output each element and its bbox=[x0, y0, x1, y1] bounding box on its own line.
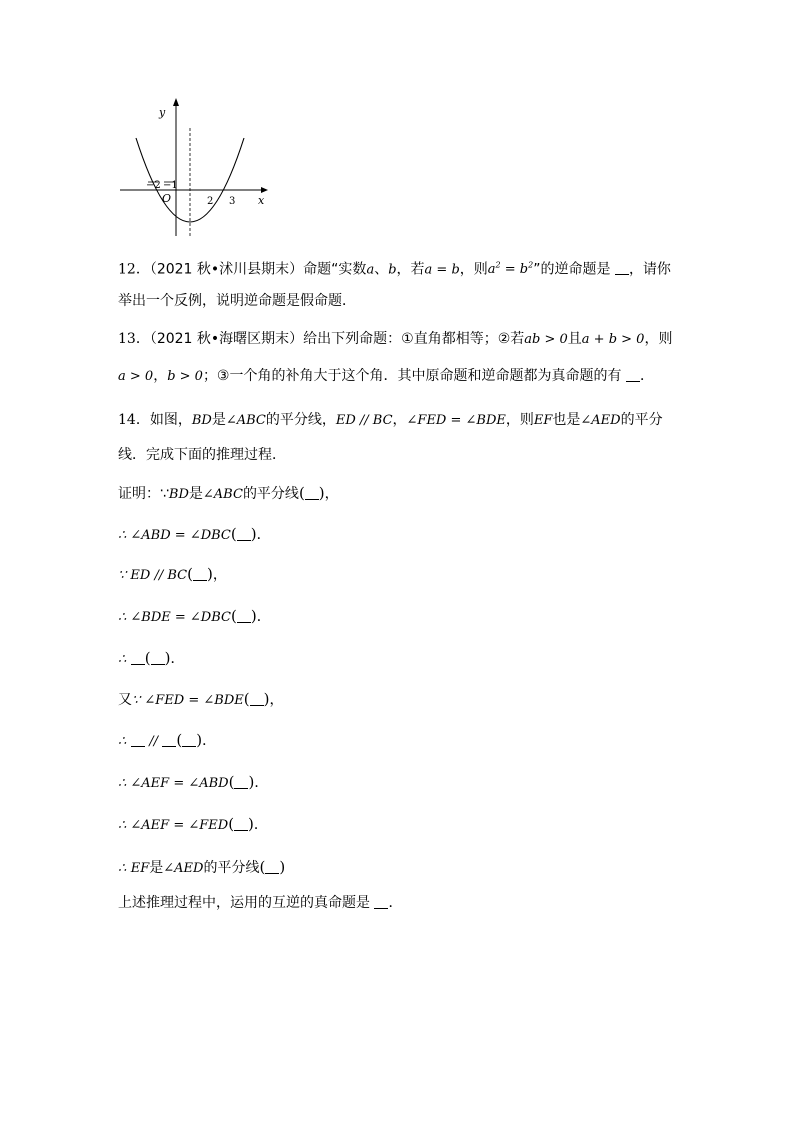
q14-text: 也是 bbox=[552, 412, 581, 428]
answer-blank[interactable] bbox=[626, 369, 640, 382]
reason-blank[interactable] bbox=[250, 693, 264, 706]
proof-text: 又 bbox=[118, 692, 132, 708]
cond-a-plus-b-positive: a + b > 0 bbox=[581, 332, 645, 347]
answer-blank[interactable] bbox=[374, 896, 388, 909]
seg-ef: EF bbox=[533, 413, 553, 428]
angle-abc: ∠ABC bbox=[225, 413, 266, 428]
reason-paren: ( ) bbox=[230, 607, 257, 625]
reason-paren: ( ) bbox=[187, 565, 213, 583]
seg-bd: BD bbox=[191, 413, 212, 428]
proof-statement: ∴ bbox=[118, 652, 127, 667]
question-13-source: （2021 秋•海曙区期末） bbox=[149, 331, 304, 347]
proof-text: 是 bbox=[149, 860, 164, 876]
q12-text: ，请你 bbox=[628, 261, 671, 278]
reason-paren: ( ) bbox=[298, 484, 325, 502]
q12-sep: 、 bbox=[374, 261, 389, 278]
reason-blank[interactable] bbox=[305, 487, 319, 500]
proof-statement: ∵ ∠FED = ∠BDE bbox=[132, 693, 244, 708]
seg-bd: BD bbox=[168, 487, 189, 502]
y-axis-label: y bbox=[159, 106, 166, 119]
proof-line-9: ∴ ∠AEF = ∠FED( )． bbox=[118, 815, 268, 833]
reason-paren: ( ) bbox=[144, 649, 171, 667]
reason-blank[interactable] bbox=[193, 568, 207, 581]
proof-statement: ∴ bbox=[118, 734, 127, 749]
cond-ab-positive: ab > 0 bbox=[524, 332, 568, 347]
question-14-number: 14． bbox=[118, 412, 150, 428]
reason-blank[interactable] bbox=[265, 861, 279, 874]
proof-statement: ∴ ∠AEF = ∠FED bbox=[118, 818, 229, 833]
conclusion-eq: = bbox=[500, 262, 520, 278]
therefore-symbol: ∴ bbox=[118, 861, 127, 876]
parallel-symbol: // bbox=[149, 734, 158, 749]
x-axis-label: x bbox=[258, 194, 265, 207]
tick-label-neg2: −2 bbox=[146, 180, 161, 191]
condition-a-eq-b: a = b bbox=[424, 262, 460, 278]
q12-text: 举出一个反例，说明逆命题是假命题． bbox=[118, 293, 356, 309]
q13-text: 且 bbox=[567, 331, 582, 347]
q14-text: 是 bbox=[211, 412, 226, 428]
ed-parallel-bc: ED // BC bbox=[335, 413, 393, 428]
parabola-graph bbox=[118, 96, 268, 241]
x-axis-arrow bbox=[261, 187, 268, 193]
proof-statement: ∴ ∠ABD = ∠DBC bbox=[118, 528, 231, 543]
q14-text: 的平分 bbox=[620, 412, 663, 428]
reason-paren: ( ) bbox=[259, 858, 286, 876]
q14-text: 的平分线， bbox=[265, 412, 336, 428]
angle-abc: ∠ABC bbox=[202, 487, 243, 502]
question-13-number: 13． bbox=[118, 331, 150, 347]
proof-text: 的平分线 bbox=[242, 486, 299, 502]
reason-blank[interactable] bbox=[182, 734, 196, 747]
final-question-line bbox=[118, 893, 402, 913]
proof-line-7: ∴ // ( )． bbox=[118, 731, 217, 749]
q14-text: 线．完成下面的推理过程． bbox=[118, 447, 286, 463]
reason-blank[interactable] bbox=[237, 528, 251, 541]
answer-blank[interactable] bbox=[615, 262, 629, 275]
proof-line-1 bbox=[118, 483, 339, 505]
var-a: a bbox=[366, 262, 375, 278]
proof-statement: ∵ ED // BC bbox=[118, 568, 188, 583]
origin-label: O bbox=[162, 192, 172, 205]
question-13-line-1 bbox=[118, 329, 672, 350]
tick-label-2: 2 bbox=[207, 196, 214, 207]
angle-aed: ∠AED bbox=[580, 413, 621, 428]
tick-label-neg1: −1 bbox=[163, 180, 178, 191]
reason-paren: ( ) bbox=[228, 815, 254, 833]
seg-ef: EF bbox=[130, 861, 150, 876]
reason-blank[interactable] bbox=[234, 818, 248, 831]
proof-statement: ∴ ∠AEF = ∠ABD bbox=[118, 776, 229, 791]
statement-blank[interactable] bbox=[131, 734, 145, 747]
reason-paren: ( ) bbox=[228, 773, 255, 791]
q12-text: ，则 bbox=[459, 261, 488, 278]
proof-line-4: ∴ ∠BDE = ∠DBC( )． bbox=[118, 607, 271, 625]
square-exponent: 2 bbox=[528, 261, 534, 270]
angle-fed-eq-bde: ∠FED = ∠BDE bbox=[406, 413, 506, 428]
question-14-line-1 bbox=[118, 410, 663, 431]
proof-line-10 bbox=[118, 857, 285, 879]
reason-paren: ( ) bbox=[176, 731, 203, 749]
proof-statement: ∴ ∠BDE = ∠DBC bbox=[118, 610, 231, 625]
b-positive: b > 0 bbox=[167, 369, 203, 384]
square-exponent: 2 bbox=[495, 261, 501, 270]
question-12-number: 12． bbox=[118, 261, 150, 278]
tick-label-3: 3 bbox=[229, 196, 236, 207]
proof-text: 是 bbox=[188, 486, 203, 502]
q13-text: ；③一个角的补角大于这个角．其中原命题和逆命题都为真命题的有 bbox=[202, 368, 622, 384]
question-12-line-1 bbox=[118, 256, 671, 280]
proof-line-3: ∵ ED // BC( )， bbox=[118, 565, 227, 583]
conclusion-squares bbox=[488, 262, 533, 277]
q13-text: ， bbox=[153, 368, 168, 384]
reason-blank[interactable] bbox=[237, 610, 251, 623]
proof-line-2: ∴ ∠ABD = ∠DBC( )． bbox=[118, 525, 271, 543]
reason-paren: ( ) bbox=[243, 690, 270, 708]
reason-blank[interactable] bbox=[151, 652, 165, 665]
var-b: b bbox=[388, 262, 397, 278]
a-positive: a > 0 bbox=[118, 369, 154, 384]
question-14-line-2 bbox=[118, 445, 286, 465]
proof-text: 的平分线 bbox=[203, 860, 260, 876]
angle-aed: ∠AED bbox=[163, 861, 204, 876]
q13-text: ． bbox=[639, 368, 654, 384]
q12-text: ”的逆命题是 bbox=[533, 261, 611, 278]
reason-blank[interactable] bbox=[234, 776, 248, 789]
conclusion-a: a bbox=[487, 262, 496, 278]
proof-line-8: ∴ ∠AEF = ∠ABD( )． bbox=[118, 773, 269, 791]
reason-paren: ( ) bbox=[230, 525, 257, 543]
q13-text: 给出下列命题：①直角都相等；②若 bbox=[303, 331, 525, 347]
final-question-end: ． bbox=[388, 895, 403, 911]
y-axis-arrow bbox=[173, 98, 179, 106]
statement-blank[interactable] bbox=[131, 652, 145, 665]
q13-text: ，则 bbox=[644, 331, 673, 347]
q14-text: ， bbox=[392, 412, 407, 428]
proof-text: ， bbox=[324, 486, 339, 502]
proof-text: 证明：∵ bbox=[118, 486, 169, 502]
final-question-text: 上述推理过程中，运用的互逆的真命题是 bbox=[118, 895, 370, 911]
proof-line-6: 又∵ ∠FED = ∠BDE( )， bbox=[118, 690, 284, 708]
question-12-source: （2021 秋•沭川县期末） bbox=[149, 261, 304, 278]
q12-text: ，若 bbox=[396, 261, 425, 278]
question-13-line-2 bbox=[118, 366, 654, 387]
statement-blank[interactable] bbox=[162, 734, 176, 747]
conclusion-b: b bbox=[519, 262, 529, 278]
question-12-line-2 bbox=[118, 291, 356, 311]
q14-text: 如图， bbox=[149, 412, 192, 428]
q14-text: ，则 bbox=[505, 412, 534, 428]
proof-line-5: ∴ ( )． bbox=[118, 649, 185, 667]
q12-text: 命题“实数 bbox=[303, 261, 367, 278]
